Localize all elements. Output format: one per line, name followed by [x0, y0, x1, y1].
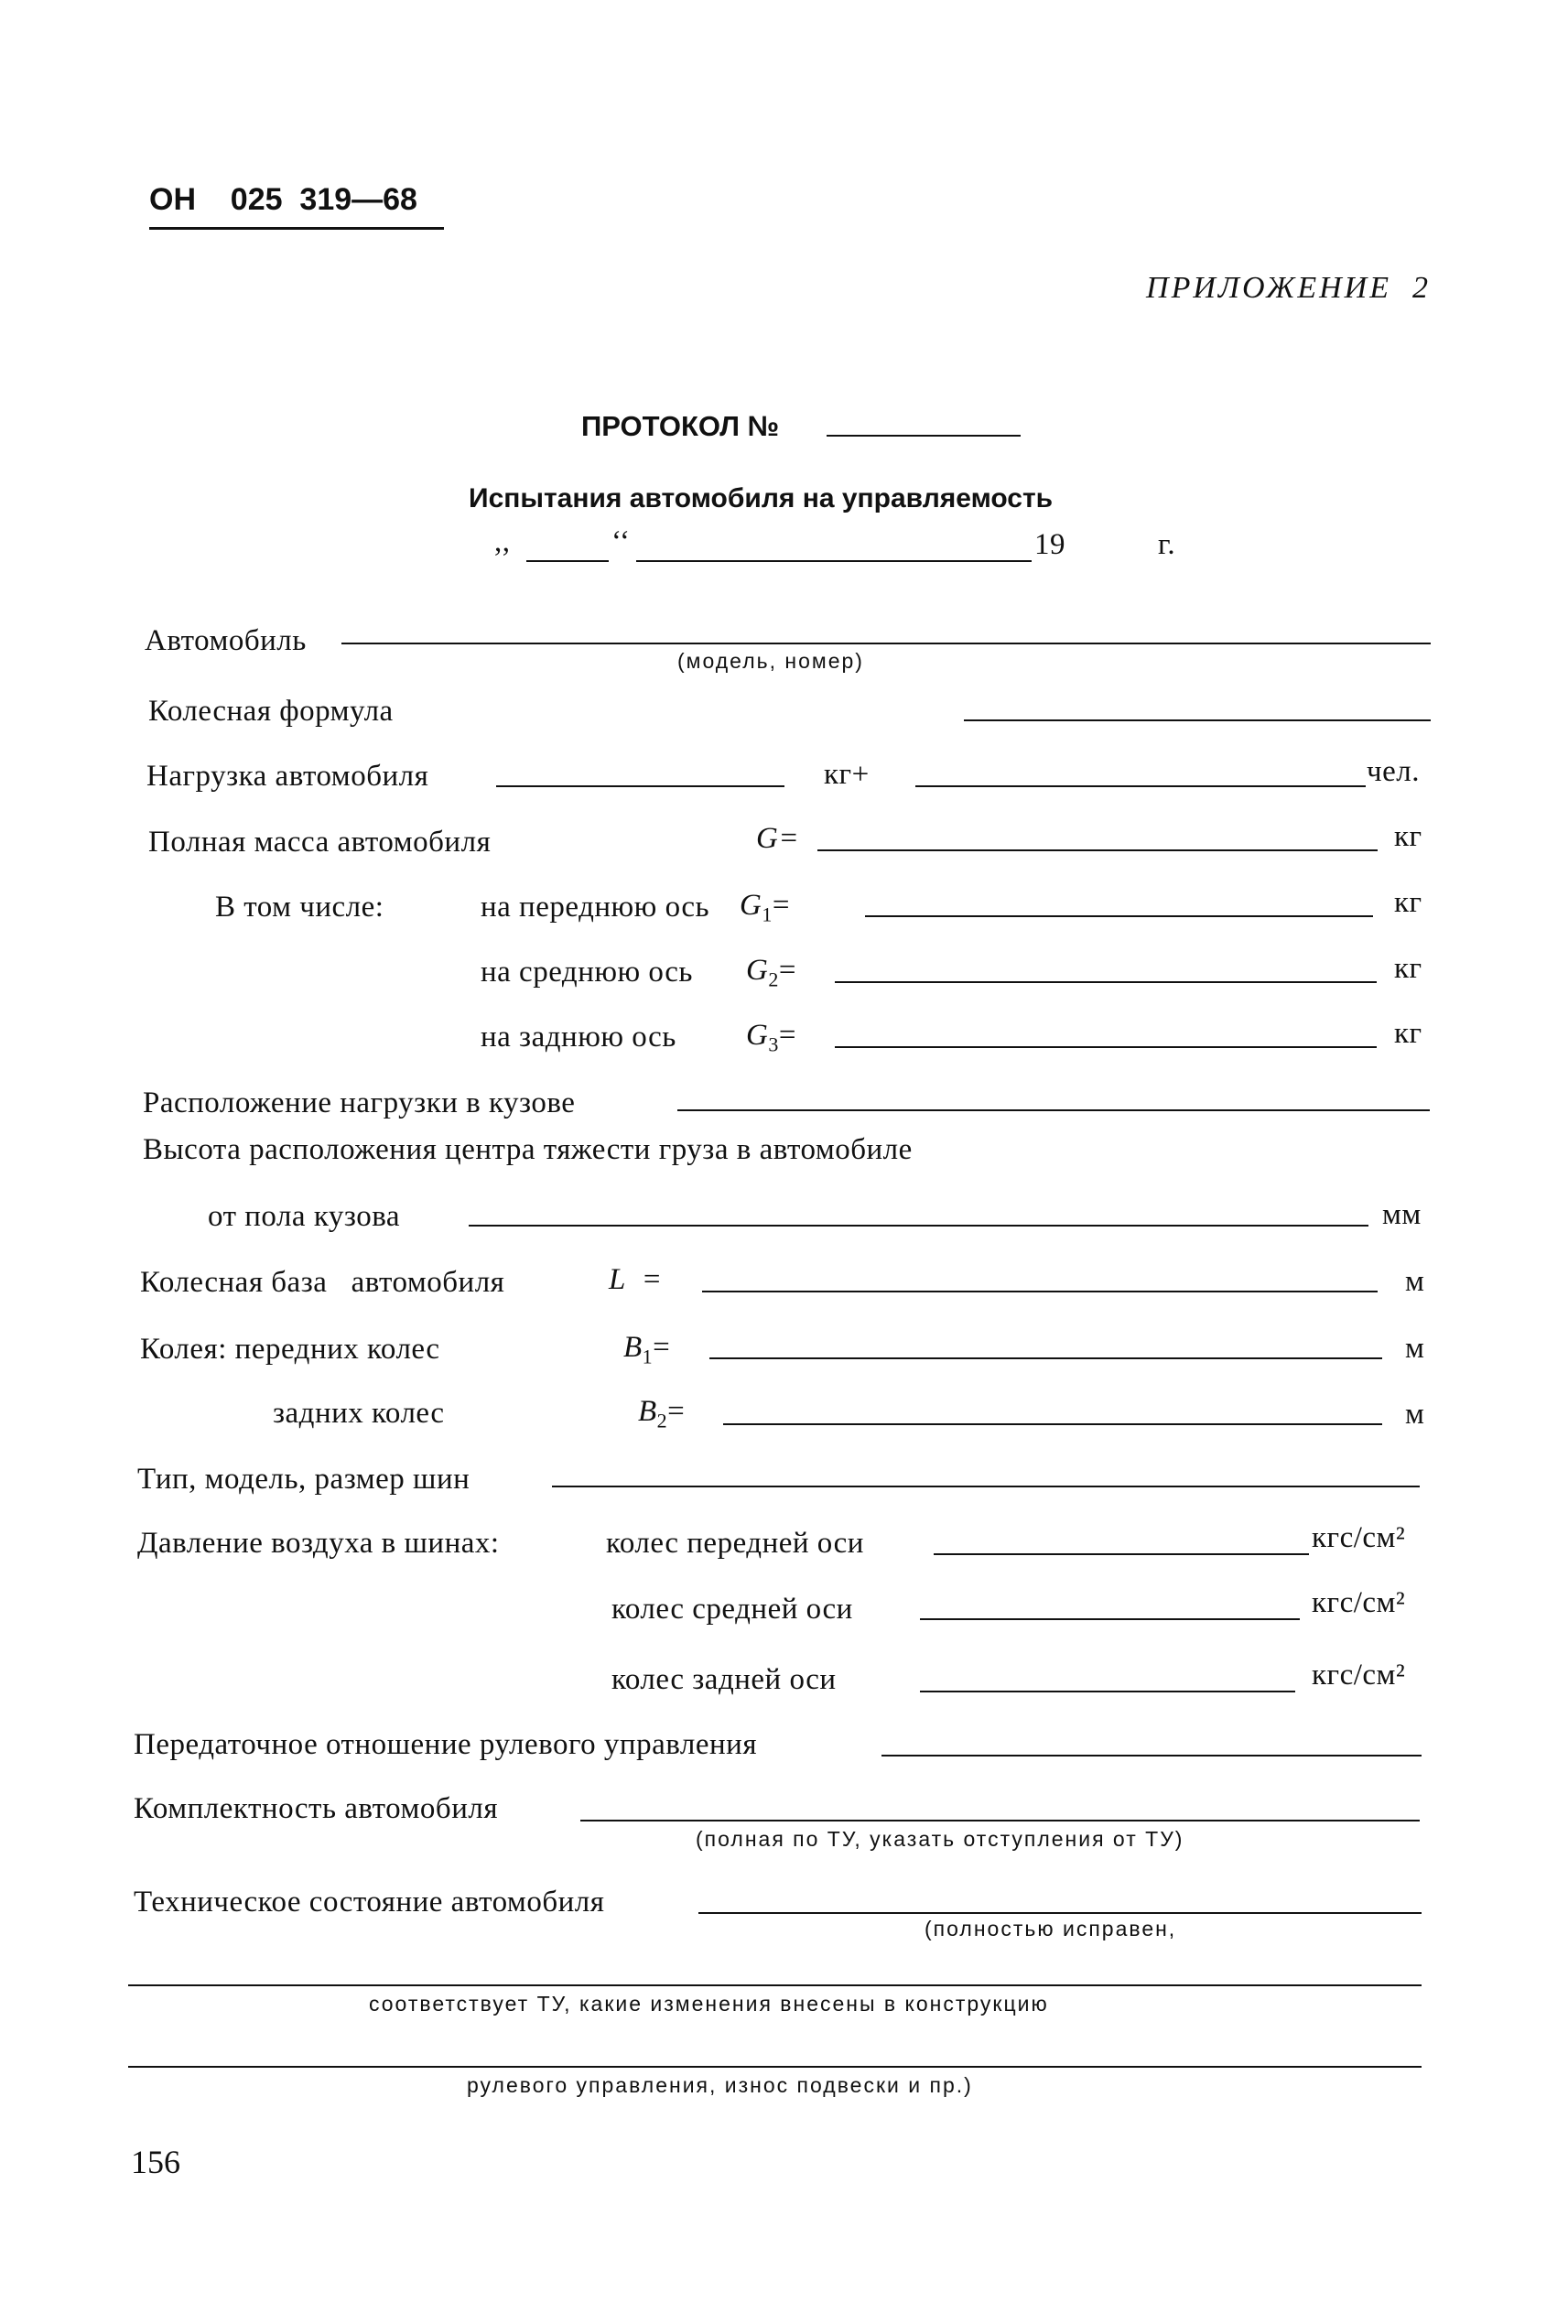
load-placement-label: Расположение нагрузки в кузове	[143, 1086, 576, 1119]
completeness-hint: (полная по ТУ, указать отступления от ТУ)	[696, 1827, 1184, 1851]
date-open-quote: ,,	[494, 525, 511, 558]
load-label: Нагрузка автомобиля	[146, 760, 429, 793]
tech-state-field-3[interactable]	[128, 2066, 1422, 2068]
rear-axle-unit: кг	[1394, 1017, 1422, 1050]
from-floor-unit: мм	[1382, 1198, 1422, 1231]
track-rear-symbol-letter: B	[638, 1395, 657, 1428]
track-rear-label: задних колес	[273, 1397, 445, 1430]
rear-axle-symbol: $G_3=$	[746, 1019, 796, 1056]
middle-axle-symbol-letter: G	[746, 954, 769, 987]
middle-axle-symbol-index: 2	[768, 967, 779, 991]
from-floor-label: от пола кузова	[208, 1200, 401, 1233]
from-floor-field[interactable]	[469, 1225, 1368, 1227]
standard-code-underline	[149, 227, 444, 230]
page-number: 156	[131, 2144, 180, 2180]
front-axle-label: на переднюю ось	[481, 891, 710, 924]
gross-mass-symbol-text: G=	[756, 822, 800, 855]
date-month-field[interactable]	[636, 560, 1032, 562]
wheelbase-field[interactable]	[702, 1291, 1378, 1292]
protocol-title: ПРОТОКОЛ №	[581, 410, 780, 442]
wheelbase-symbol-text: L =	[609, 1263, 663, 1296]
tech-state-label: Техническое состояние автомобиля	[134, 1886, 605, 1919]
gross-mass-symbol	[756, 820, 799, 857]
track-rear-field[interactable]	[723, 1423, 1382, 1425]
car-field[interactable]	[341, 643, 1431, 644]
protocol-number-field[interactable]	[827, 435, 1021, 437]
steering-ratio-label: Передаточное отношение рулевого управления	[134, 1728, 757, 1761]
track-front-label: Колея: передних колес	[140, 1333, 440, 1366]
wheelbase-label: Колесная база автомобиля	[140, 1266, 505, 1299]
standard-code: ОН 025 319—68	[149, 182, 417, 217]
load-kg-plus: кг+	[824, 758, 870, 791]
middle-axle-symbol: $G_2=$	[746, 954, 796, 991]
front-axle-symbol-index: 1	[762, 903, 773, 926]
load-people-field[interactable]	[915, 785, 1366, 787]
front-axle-unit: кг	[1394, 886, 1422, 919]
wheelbase-unit: м	[1405, 1265, 1425, 1298]
gross-mass-label: Полная масса автомобиля	[148, 826, 492, 859]
front-axle-symbol: $G_1=$	[740, 889, 790, 926]
pressure-rear-label: колес задней оси	[611, 1663, 837, 1696]
date-day-field[interactable]	[526, 560, 609, 562]
middle-axle-unit: кг	[1394, 952, 1422, 985]
pressure-rear-field[interactable]	[920, 1691, 1295, 1692]
tech-state-hint-3: рулевого управления, износ подвески и пр.)	[467, 2073, 973, 2097]
rear-axle-field[interactable]	[835, 1046, 1377, 1048]
track-front-symbol-index: 1	[642, 1345, 654, 1368]
track-front-symbol-letter: B	[623, 1331, 643, 1364]
pressure-middle-unit: кгс/см²	[1312, 1586, 1406, 1619]
tech-state-hint-1: (полностью исправен,	[925, 1917, 1177, 1940]
rear-axle-symbol-index: 3	[768, 1032, 779, 1056]
pressure-front-unit: кгс/см²	[1312, 1521, 1406, 1554]
rear-axle-label: на заднюю ось	[481, 1021, 676, 1054]
track-front-symbol: $B_1=$	[623, 1331, 671, 1368]
track-rear-symbol: $B_2=$	[638, 1395, 686, 1432]
tech-state-hint-2: соответствует ТУ, какие изменения внесены в конструкцию	[369, 1992, 1049, 2016]
front-axle-field[interactable]	[865, 915, 1373, 917]
load-kg-field[interactable]	[496, 785, 784, 787]
wheelbase-symbol	[609, 1261, 663, 1298]
date-year-suffix: г.	[1158, 528, 1176, 561]
middle-axle-field[interactable]	[835, 981, 1377, 983]
gross-mass-field[interactable]	[817, 849, 1378, 851]
car-hint: (модель, номер)	[677, 649, 864, 673]
rear-axle-symbol-letter: G	[746, 1019, 769, 1052]
including-label: В том числе:	[215, 891, 384, 924]
middle-axle-label: на среднюю ось	[481, 956, 693, 989]
track-front-field[interactable]	[709, 1357, 1382, 1359]
appendix-label: ПРИЛОЖЕНИЕ 2	[1146, 271, 1431, 305]
car-label: Автомобиль	[145, 624, 307, 657]
completeness-label: Комплектность автомобиля	[134, 1792, 499, 1825]
track-rear-unit: м	[1405, 1398, 1425, 1431]
protocol-subtitle: Испытания автомобиля на управляемость	[469, 483, 1054, 513]
track-rear-symbol-index: 2	[656, 1409, 668, 1432]
tires-field[interactable]	[552, 1486, 1420, 1487]
completeness-field[interactable]	[580, 1820, 1420, 1821]
front-axle-symbol-letter: G	[740, 889, 762, 922]
tech-state-field-2[interactable]	[128, 1984, 1422, 1986]
pressure-front-label: колес передней оси	[606, 1527, 864, 1560]
pressure-rear-unit: кгс/см²	[1312, 1659, 1406, 1692]
pressure-middle-label: колес средней оси	[611, 1593, 853, 1626]
steering-ratio-field[interactable]	[881, 1755, 1422, 1757]
date-close-quote: ‘‘	[611, 525, 631, 558]
load-placement-field[interactable]	[677, 1109, 1430, 1111]
pressure-label: Давление воздуха в шинах:	[137, 1527, 500, 1560]
track-front-unit: м	[1405, 1332, 1425, 1365]
date-year-prefix: 19	[1034, 528, 1065, 561]
tech-state-field[interactable]	[698, 1912, 1422, 1914]
gross-mass-unit: кг	[1394, 820, 1422, 853]
pressure-front-field[interactable]	[934, 1553, 1309, 1555]
pressure-middle-field[interactable]	[920, 1618, 1300, 1620]
wheel-formula-field[interactable]	[964, 719, 1431, 721]
load-people-unit: чел.	[1367, 755, 1420, 788]
wheel-formula-label: Колесная формула	[148, 695, 394, 728]
cog-height-label: Высота расположения центра тяжести груза в автомобиле	[143, 1133, 913, 1166]
tires-label: Тип, модель, размер шин	[137, 1463, 470, 1496]
